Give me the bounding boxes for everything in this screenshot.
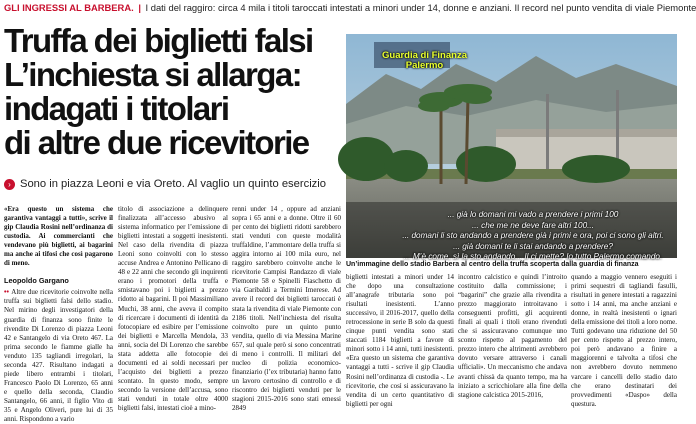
article-column-5 (458, 273, 567, 400)
article-text: titolo di associazione a delinquere finalizzata all’accesso abusivo al sistema informatico per l’emissione di biglietti intestati a soggetti inesistenti. Nel caso della rivendita di piazza Leoni sono coinvolti con lo stesso accuse Andrea e Antonino Pellicano di 48 e 22 anni che secondo gli inquirenti erano i promotori della truffa e smistavano poi i biglietti a prezzo ridotto ai bagarini. Il poi Massimiliano Muchi, 38 anni, che aveva il compito di ricercare i documenti di identità da fotocopiare ed esibire per l’emissione dei biglietti e Marcella Mendola, 33 anni, socia del Di Lorenzo che sarebbe stata addetta alle fotocopie dei documenti ed ai soldi necessari per l’acquisto dei biglietti a prezzo scontato. In questo modo, sempre secondo la versione dell’accusa, sono stati venduti in totale oltre 4000 biglietti falsi, intestati cioè a mino- (118, 205, 228, 413)
transcript-line: ... domani li sto andando a prendere già i primi e ora, poi ci sono gli altri. (402, 231, 664, 240)
article-text: biglietti intestati a minori under 14 che dopo una consultazione all’anagrafe tributaria sono poi risultati inesistenti. L’anno successivo, il 2016-2017, quello della retrocessione in serie B solo da questi cinque punti vendita sono stati staccati 1184 biglietti a favore di minori sotto i 14 anni, tutti inesistenti. «Era questo un sistema che garantiva vantaggi a tutti - scrive il gip Claudia Rosini nell’ordinanza di custodia -. Le ricevitorie, che così si assicuravano la vendita di un certo quantitativo di biglietti per ogni (346, 273, 454, 408)
headline-line: Truffa dei biglietti falsi (4, 22, 313, 59)
transcript-line: ... già lo domani mi vado a prendere i primi 100 (447, 210, 619, 219)
article-column-1 (4, 205, 113, 424)
article-text: renni under 14 , oppure ad anziani sopra i 65 anni e a donne. Oltre il 60 per cento dei biglietti ridotti sarebbero stati venduti con queste modalità truffaldine, l’ammontare della truffa si aggira intorno ai 100 mila euro, nel raggiro sarebbero coinvolte anche le ricevitorie Campisi Randazzo di viale Piemonte 58 e Spinelli Fiaschetto di via Garibaldi a Termini Imerese. Ad avere il record dei biglietti taroccati è stata la rivendita di viale Piemonte con 2186 titoli. Nell’inchiesta del risulta coinvolto pure un quinto punto vendita, quello di via Messina Marine 657, sul quale però si sono concentrati di meno i controlli. Il militari del nucleo di polizia economico-finanziario (l’ex tributaria) hanno fatto un lavoro certosino di controllo e di riscontro dei biglietti venduti per le stagioni 2015-2016 sono stati emessi 2849 (232, 205, 341, 413)
article-text: incontro calcistico e quindi l’introito costituito dalla commissione; i “bagarini” che grazie alla rivendita a prezzo maggiorato introitavano i conseguenti profitti, gli acquirenti finali ai quali i titoli erano rivenduti che si assicuravano comunque uno sconto rispetto al pagamento del prezzo intero che altrimenti avrebbero dovuto versare attraverso i canali ufficiali». Un meccanismo che andava avanti chissà da quanto tempo, ma ha iniziato a scricchiolare alla fine della stagione calcistica 2015-2016, (458, 273, 567, 399)
article-text (4, 288, 113, 424)
headline (4, 24, 338, 160)
subhead-text: Sono in piazza Leoni e via Oreto. Al vaglio un quinto esercizio (20, 178, 326, 190)
article-column-3 (232, 205, 341, 413)
article-lead: «Era questo un sistema che garantiva vantaggi a tutti», scrive il gip Claudia Rosini nell’ordinanza di custodia. Ai commercianti che vendevano più biglietti, ai bagarini ma anche ai tifosi che così pagarono di meno. (4, 205, 113, 268)
kicker-text: I dati del raggiro: circa 4 mila i titoli taroccati intestati a minori under 14, donne e anziani. Il record nel punto vendita di viale Piemonte (145, 2, 696, 13)
article-column-2 (118, 205, 228, 413)
chevron-right-icon: › (4, 179, 15, 190)
headline-line: di altre due ricevitorie (4, 124, 309, 161)
kicker-separator: | (138, 2, 141, 13)
subhead (4, 177, 344, 191)
stadium-photo (346, 34, 677, 261)
article-column-6 (571, 273, 677, 408)
article-author: Leopoldo Gargano (4, 276, 69, 286)
article-text: quando a maggio vennero eseguiti i primi sequestri di tagliandi fasulli, risultati in genere intestati a ragazzini sotto i 14 anni, ma anche anziani e donne, in realtà inesistenti o ignari della emissione dei titoli a loro nome. Tutti godevano una riduzione del 50 per cento rispetto al prezzo intero, poi però andavano a finire a maggiorenni e talvolta a tifosi che non avrebbero dovuto nemmeno varcare i cancelli dello stadio dato che erano destinatari dei provvedimenti «Daspo» della questura. (571, 273, 677, 408)
headline-line: L’inchiesta si allarga: (4, 56, 302, 93)
guardia-di-finanza-sign (382, 51, 467, 71)
transcript-line: ... che me ne deve fare altri 100... (472, 220, 594, 230)
intercept-transcript (390, 210, 676, 263)
headline-line: indagati i titolari (4, 90, 229, 127)
transcript-line: ... già domani te li stai andando a prendere? (453, 241, 613, 251)
photo-caption: Un’immagine dello stadio Barbera al centro della truffa scoperta dalla guardia di finanza (346, 261, 639, 268)
sign-line: Palermo (405, 60, 444, 71)
start-marker-icon: •• (4, 289, 12, 297)
transcript-line: ... M’è come, sì la sto andando... Il ci mette? Io tutto Palermo comando. (403, 252, 663, 261)
kicker-label: GLI INGRESSI AL BARBERA. (4, 2, 134, 13)
article-text-body: Altre due ricevitorie coinvolte nella truffa sui biglietti falsi dello stadio. Nel mirino degli investigatori della guardia di finanza sono finite le rivendite Di Lorenzo di piazza Leoni 42 e Santangelo di via Oreto 467. La prima secondo le fiamme gialle ha venduto 135 tagliandi irregolari, la seconda 427. Risultano indagati a piede libero entrambi i titolari, Francesco Paolo Di Lorenzo, 65 anni e quello della seconda, Claudio Santangelo, 66 anni, il figlio Vito di 35 e Angelo Oliveri, pure lui di 35 anni. Rispondono a vario (4, 288, 113, 424)
article-column-4 (346, 273, 454, 408)
kicker (4, 1, 696, 15)
sign-line: Guardia di Finanza (382, 50, 467, 61)
